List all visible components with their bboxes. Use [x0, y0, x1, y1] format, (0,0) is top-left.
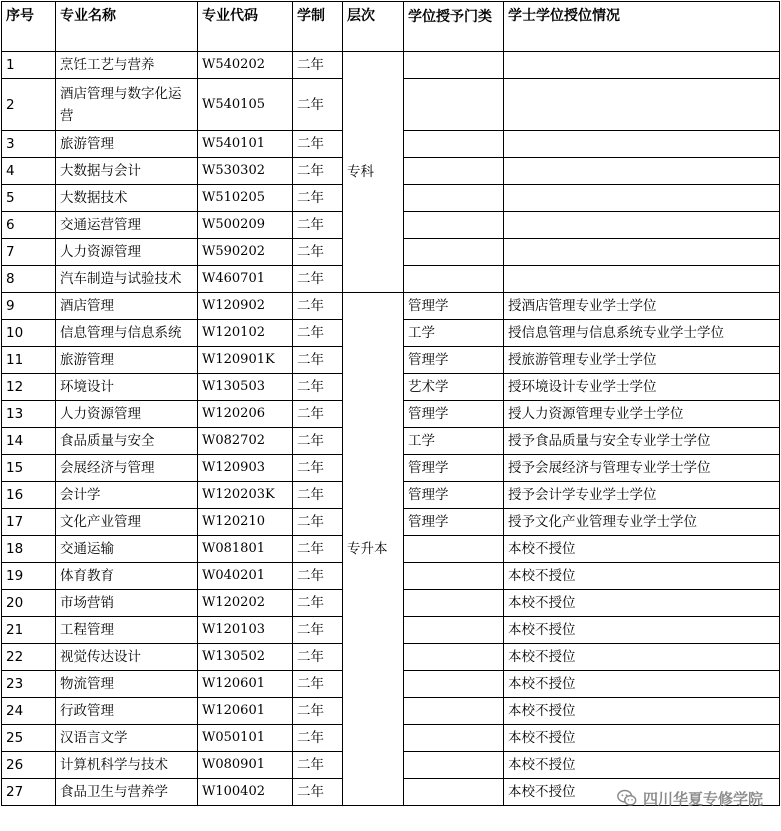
- cell-major-code: W130503: [198, 374, 293, 401]
- cell-degree-status: 授环境设计专业学士学位: [504, 374, 780, 401]
- cell-major-code: W120901K: [198, 347, 293, 374]
- cell-major-name: 会展经济与管理: [56, 455, 198, 482]
- cell-major-code: W120103: [198, 617, 293, 644]
- cell-duration: 二年: [293, 266, 343, 293]
- cell-degree-status: 授予会计学专业学士学位: [504, 482, 780, 509]
- cell-no: 7: [2, 239, 56, 266]
- cell-degree-status: 本校不授位: [504, 536, 780, 563]
- cell-major-code: W120203K: [198, 482, 293, 509]
- cell-duration: 二年: [293, 752, 343, 779]
- cell-degree-status: [504, 266, 780, 293]
- cell-no: 2: [2, 79, 56, 131]
- cell-degree-category: [404, 131, 504, 158]
- cell-degree-category: [404, 158, 504, 185]
- cell-duration: 二年: [293, 79, 343, 131]
- cell-major-name: 大数据与会计: [56, 158, 198, 185]
- cell-degree-category: [404, 536, 504, 563]
- cell-degree-category: [404, 725, 504, 752]
- cell-degree-category: 管理学: [404, 482, 504, 509]
- cell-degree-status: [504, 185, 780, 212]
- cell-duration: 二年: [293, 644, 343, 671]
- cell-degree-category: 管理学: [404, 455, 504, 482]
- cell-no: 22: [2, 644, 56, 671]
- cell-duration: 二年: [293, 52, 343, 79]
- cell-no: 5: [2, 185, 56, 212]
- cell-duration: 二年: [293, 617, 343, 644]
- cell-major-name: 旅游管理: [56, 131, 198, 158]
- cell-major-name: 食品卫生与营养学: [56, 779, 198, 806]
- cell-degree-category: 管理学: [404, 509, 504, 536]
- cell-major-name: 人力资源管理: [56, 401, 198, 428]
- cell-no: 23: [2, 671, 56, 698]
- cell-degree-status: [504, 212, 780, 239]
- cell-no: 18: [2, 536, 56, 563]
- cell-major-name: 人力资源管理: [56, 239, 198, 266]
- cell-major-name: 烹饪工艺与营养: [56, 52, 198, 79]
- cell-degree-category: [404, 563, 504, 590]
- cell-major-code: W120601: [198, 698, 293, 725]
- cell-duration: 二年: [293, 212, 343, 239]
- cell-degree-category: [404, 644, 504, 671]
- cell-degree-status: 授信息管理与信息系统专业学士学位: [504, 320, 780, 347]
- cell-degree-status: [504, 79, 780, 131]
- cell-major-name: 汽车制造与试验技术: [56, 266, 198, 293]
- cell-major-code: W120903: [198, 455, 293, 482]
- cell-degree-category: [404, 185, 504, 212]
- cell-major-code: W081801: [198, 536, 293, 563]
- cell-degree-status: 授酒店管理专业学士学位: [504, 293, 780, 320]
- table-row: [2, 293, 780, 320]
- table-row: [2, 52, 780, 79]
- cell-degree-category: [404, 79, 504, 131]
- cell-no: 13: [2, 401, 56, 428]
- cell-degree-status: 授人力资源管理专业学士学位: [504, 401, 780, 428]
- cell-no: 24: [2, 698, 56, 725]
- cell-no: 21: [2, 617, 56, 644]
- cell-major-code: W540202: [198, 52, 293, 79]
- cell-duration: 二年: [293, 536, 343, 563]
- cell-degree-status: [504, 158, 780, 185]
- cell-degree-category: 管理学: [404, 293, 504, 320]
- cell-duration: 二年: [293, 293, 343, 320]
- cell-degree-status: 本校不授位: [504, 644, 780, 671]
- cell-major-name: 物流管理: [56, 671, 198, 698]
- cell-degree-category: [404, 239, 504, 266]
- cell-major-code: W540105: [198, 79, 293, 131]
- header-level: 层次: [343, 2, 404, 52]
- watermark: [616, 787, 763, 809]
- cell-major-name: 酒店管理: [56, 293, 198, 320]
- header-no: 序号: [2, 2, 56, 52]
- cell-duration: 二年: [293, 374, 343, 401]
- cell-degree-category: [404, 590, 504, 617]
- cell-major-code: W530302: [198, 158, 293, 185]
- majors-table: [1, 1, 780, 806]
- cell-duration: 二年: [293, 239, 343, 266]
- cell-no: 11: [2, 347, 56, 374]
- cell-major-code: W120206: [198, 401, 293, 428]
- header-row: [2, 2, 780, 52]
- cell-degree-status: 本校不授位: [504, 725, 780, 752]
- cell-degree-status: 本校不授位: [504, 563, 780, 590]
- watermark-text: 四川华夏专修学院: [642, 789, 763, 808]
- cell-degree-status: 本校不授位: [504, 779, 780, 806]
- cell-major-name: 环境设计: [56, 374, 198, 401]
- header-degree-category: 学位授予门类: [404, 2, 504, 52]
- cell-degree-category: [404, 752, 504, 779]
- cell-degree-category: [404, 266, 504, 293]
- cell-no: 12: [2, 374, 56, 401]
- cell-duration: 二年: [293, 725, 343, 752]
- header-major-code: 专业代码: [198, 2, 293, 52]
- cell-duration: 二年: [293, 509, 343, 536]
- cell-duration: 二年: [293, 590, 343, 617]
- cell-degree-category: 工学: [404, 320, 504, 347]
- cell-no: 19: [2, 563, 56, 590]
- header-major-name: 专业名称: [56, 2, 198, 52]
- cell-degree-status: 授旅游管理专业学士学位: [504, 347, 780, 374]
- cell-no: 4: [2, 158, 56, 185]
- cell-major-code: W120202: [198, 590, 293, 617]
- cell-major-name: 视觉传达设计: [56, 644, 198, 671]
- cell-degree-status: [504, 52, 780, 79]
- cell-major-code: W120601: [198, 671, 293, 698]
- cell-major-name: 计算机科学与技术: [56, 752, 198, 779]
- cell-no: 26: [2, 752, 56, 779]
- cell-major-code: W500209: [198, 212, 293, 239]
- cell-major-name: 汉语言文学: [56, 725, 198, 752]
- cell-major-code: W082702: [198, 428, 293, 455]
- cell-degree-status: 本校不授位: [504, 617, 780, 644]
- cell-duration: 二年: [293, 428, 343, 455]
- cell-major-name: 会计学: [56, 482, 198, 509]
- cell-degree-status: 授予文化产业管理专业学士学位: [504, 509, 780, 536]
- cell-degree-category: 艺术学: [404, 374, 504, 401]
- cell-major-name: 行政管理: [56, 698, 198, 725]
- cell-major-code: W120902: [198, 293, 293, 320]
- cell-no: 15: [2, 455, 56, 482]
- cell-duration: 二年: [293, 563, 343, 590]
- cell-no: 3: [2, 131, 56, 158]
- cell-major-name: 文化产业管理: [56, 509, 198, 536]
- cell-major-code: W130502: [198, 644, 293, 671]
- cell-degree-category: [404, 671, 504, 698]
- cell-degree-category: [404, 52, 504, 79]
- cell-major-code: W590202: [198, 239, 293, 266]
- header-degree-status: 学士学位授位情况: [504, 2, 780, 52]
- cell-no: 10: [2, 320, 56, 347]
- cell-no: 9: [2, 293, 56, 320]
- cell-duration: 二年: [293, 131, 343, 158]
- cell-degree-category: [404, 212, 504, 239]
- cell-degree-category: 管理学: [404, 347, 504, 374]
- cell-degree-status: 本校不授位: [504, 671, 780, 698]
- cell-duration: 二年: [293, 320, 343, 347]
- cell-no: 8: [2, 266, 56, 293]
- cell-degree-category: 管理学: [404, 401, 504, 428]
- cell-degree-status: 本校不授位: [504, 698, 780, 725]
- cell-no: 20: [2, 590, 56, 617]
- cell-major-code: W050101: [198, 725, 293, 752]
- cell-major-code: W080901: [198, 752, 293, 779]
- cell-major-code: W460701: [198, 266, 293, 293]
- cell-duration: 二年: [293, 698, 343, 725]
- cell-major-code: W540101: [198, 131, 293, 158]
- cell-major-name: 工程管理: [56, 617, 198, 644]
- wechat-icon: [616, 787, 638, 809]
- cell-degree-category: 工学: [404, 428, 504, 455]
- cell-duration: 二年: [293, 347, 343, 374]
- cell-degree-status: 本校不授位: [504, 752, 780, 779]
- cell-major-name: 体育教育: [56, 563, 198, 590]
- cell-degree-status: 本校不授位: [504, 590, 780, 617]
- cell-degree-category: [404, 698, 504, 725]
- cell-major-code: W040201: [198, 563, 293, 590]
- cell-major-name: 旅游管理: [56, 347, 198, 374]
- cell-major-code: W100402: [198, 779, 293, 806]
- cell-major-name: 交通运营管理: [56, 212, 198, 239]
- cell-no: 1: [2, 52, 56, 79]
- cell-major-name: 交通运输: [56, 536, 198, 563]
- cell-degree-status: [504, 131, 780, 158]
- cell-major-code: W510205: [198, 185, 293, 212]
- cell-major-code: W120210: [198, 509, 293, 536]
- cell-degree-category: [404, 617, 504, 644]
- cell-duration: 二年: [293, 158, 343, 185]
- cell-duration: 二年: [293, 401, 343, 428]
- cell-major-name: 大数据技术: [56, 185, 198, 212]
- cell-no: 27: [2, 779, 56, 806]
- cell-major-name: 信息管理与信息系统: [56, 320, 198, 347]
- cell-level: 专科: [343, 52, 404, 293]
- cell-duration: 二年: [293, 482, 343, 509]
- cell-major-code: W120102: [198, 320, 293, 347]
- cell-major-name: 食品质量与安全: [56, 428, 198, 455]
- cell-major-name: 市场营销: [56, 590, 198, 617]
- cell-duration: 二年: [293, 671, 343, 698]
- cell-no: 14: [2, 428, 56, 455]
- cell-no: 6: [2, 212, 56, 239]
- header-duration: 学制: [293, 2, 343, 52]
- cell-degree-status: [504, 239, 780, 266]
- cell-duration: 二年: [293, 185, 343, 212]
- cell-no: 17: [2, 509, 56, 536]
- cell-no: 16: [2, 482, 56, 509]
- cell-major-name: 酒店管理与数字化运营: [56, 79, 198, 131]
- cell-level: 专升本: [343, 293, 404, 806]
- cell-degree-category: [404, 779, 504, 806]
- cell-duration: 二年: [293, 779, 343, 806]
- cell-degree-status: 授予会展经济与管理专业学士学位: [504, 455, 780, 482]
- cell-degree-status: 授予食品质量与安全专业学士学位: [504, 428, 780, 455]
- cell-duration: 二年: [293, 455, 343, 482]
- cell-no: 25: [2, 725, 56, 752]
